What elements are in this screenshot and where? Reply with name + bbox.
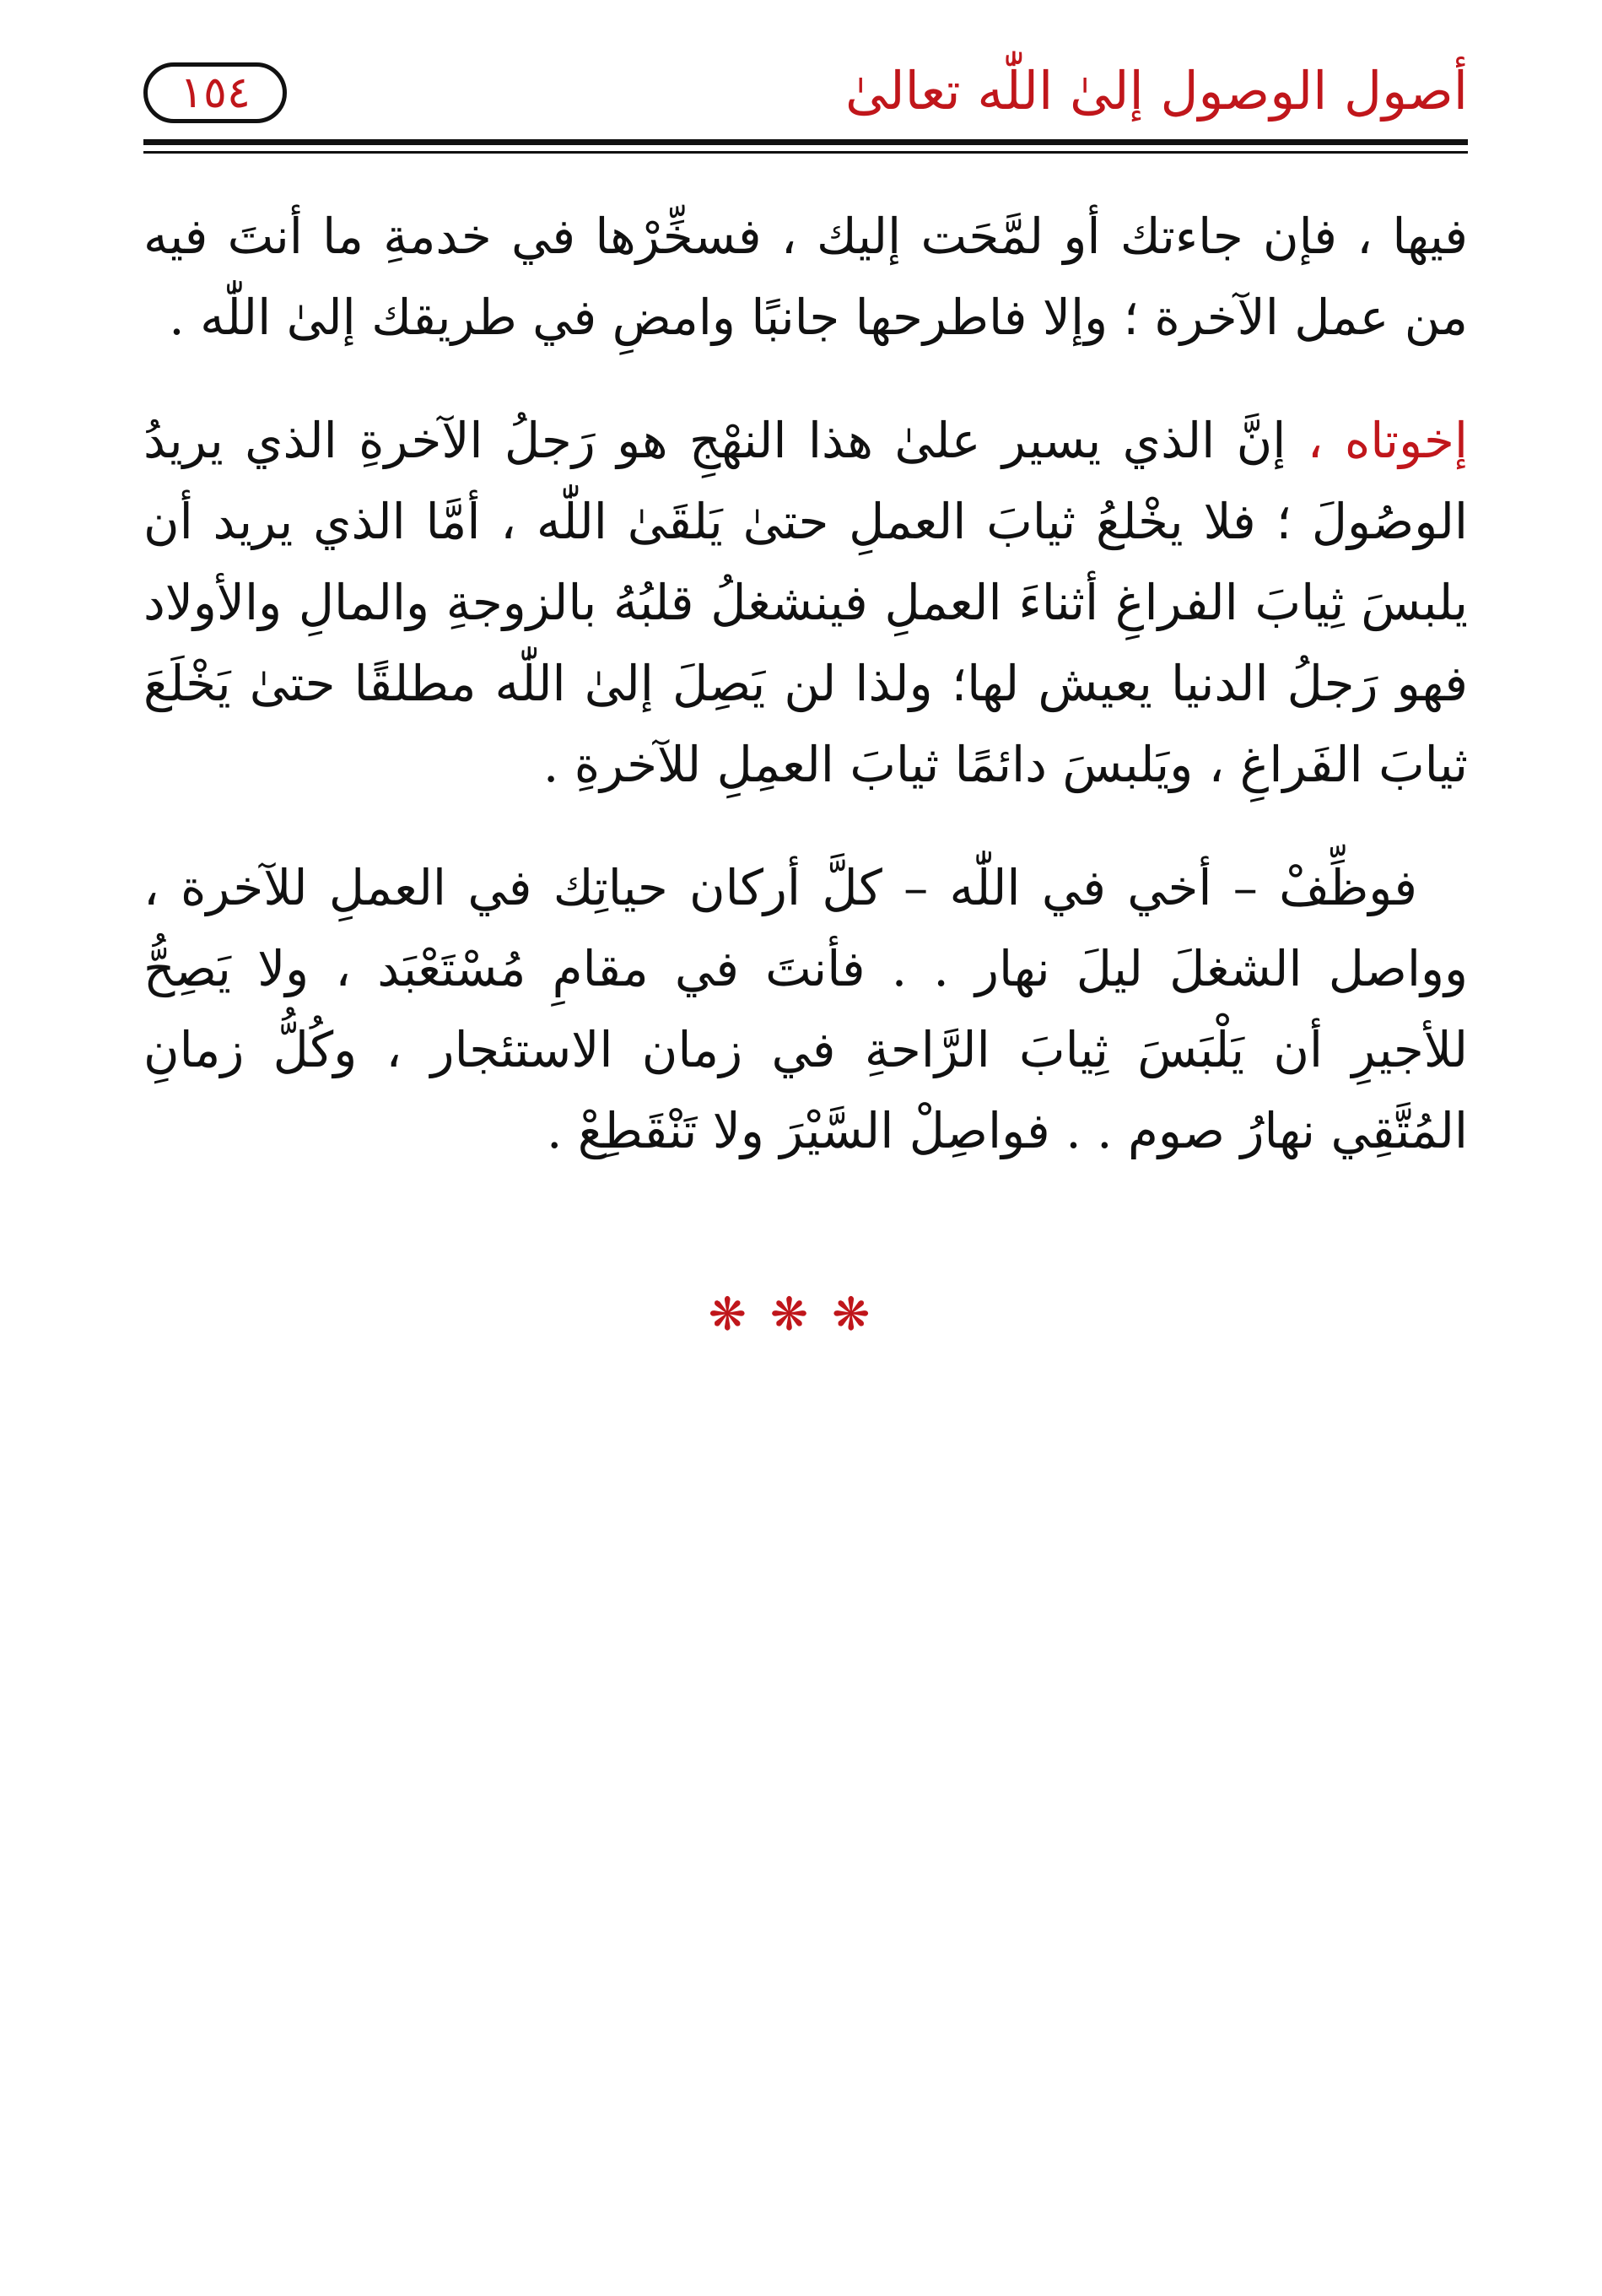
- paragraph-1: [143, 196, 1468, 358]
- paragraph-2-text: إنَّ الذي يسير علىٰ هذا النهْجِ هو رَجلُ الآخرةِ الذي يريدُ الوصُولَ ؛ فلا يخْلعُ ثيابَ العملِ حتىٰ يَلقَىٰ اللّٰه ، أمَّا الذي يريد أن يلبسَ ثِيابَ الفراغِ أثناءَ العملِ فينشغلُ قلبُهُ بالزوجةِ والمالِ والأولاد فهو رَجلُ الدنيا يعيش لها؛ ولذا لن يَصِلَ إلىٰ اللّٰه مطلقًا حتىٰ يَخْلَعَ ثيابَ الفَراغِ ، ويَلبسَ دائمًا ثيابَ العمِلِ للآخرةِ .: [143, 412, 1468, 793]
- paragraph-3-text: فوظِّفْ – أخي في اللّٰه – كلَّ أركان حياتِك في العملِ للآخرة ، وواصل الشغلَ ليلَ نهار . . فأنتَ في مقامِ مُسْتَعْبَد ، ولا يَصِحُّ للأجيرِ أن يَلْبَسَ ثِيابَ الرَّاحةِ في زمان الاستئجار ، وكُلُّ زمانِ المُتَّقِي نهارُ صوم . . فواصِلْ السَّيْرَ ولا تَنْقَطِعْ .: [143, 859, 1468, 1159]
- header-rule-thin: [143, 151, 1468, 154]
- page-number-badge: ١٥٤: [143, 62, 287, 123]
- header-rule-thick: [143, 139, 1468, 145]
- paragraph-2: [143, 400, 1468, 805]
- paragraph-1-text: فيها ، فإن جاءتك أو لمَّحَت إليك ، فسخِّرْها في خدمةِ ما أنتَ فيه من عمل الآخرة ؛ وإلا فاطرحها جانبًا وامضِ في طريقك إلىٰ اللّٰه .: [143, 208, 1468, 346]
- section-end-ornament: ❋❋❋: [708, 1288, 894, 1341]
- body-text: [143, 196, 1468, 1213]
- running-title: أصول الوصول إلىٰ اللّٰه تعالىٰ: [845, 60, 1468, 122]
- paragraph-3: [143, 847, 1468, 1171]
- paragraph-2-lead: إخوتاه ،: [1307, 412, 1469, 469]
- page-header: [143, 51, 1468, 143]
